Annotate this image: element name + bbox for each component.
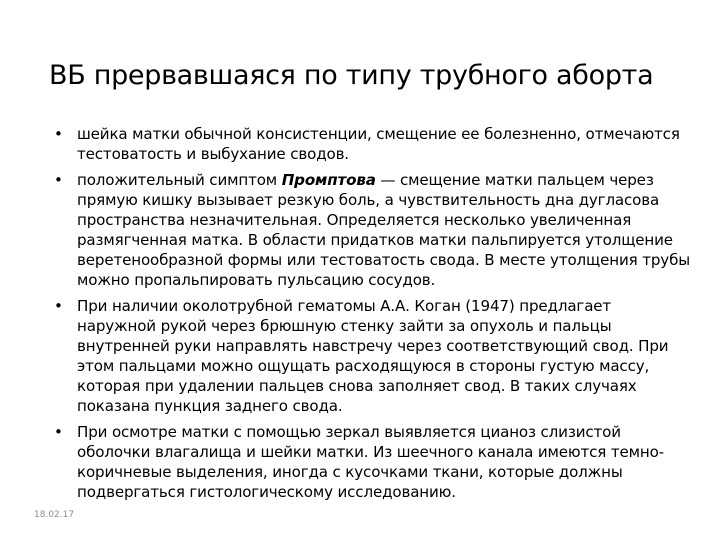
bullet-text-pre: положительный симптом <box>77 171 282 189</box>
bullet-item-1 <box>54 124 694 164</box>
bullet-emphasis-term: Промптова <box>281 171 376 189</box>
bullet-marker: • <box>54 423 63 441</box>
bullet-text-post: — смещение матки пальцем через прямую кишку вызывает резкую боль, а чувствительность дна дугласова пространства незначительная. Определяется несколько увеличенная размягченная матка. В области придатков матки пальпируется утолщение веретенообразной формы или тестоватость свода. В месте утолщения трубы можно пропальпировать пульсацию сосудов. <box>77 171 690 289</box>
bullet-marker: • <box>54 171 63 189</box>
bullet-list <box>54 124 694 508</box>
bullet-marker: • <box>54 125 63 143</box>
bullet-item-3 <box>54 296 694 416</box>
slide-title: ВБ прервавшаяся по типу трубного аборта <box>49 60 654 91</box>
bullet-text: При осмотре матки с помощью зеркал выявляется цианоз слизистой оболочки влагалища и шейки матки. Из шеечного канала имеются темно-коричневые выделения, иногда с кусочками ткани, которые должны подвергаться гистологическому исследованию. <box>77 423 664 501</box>
bullet-text: При наличии околотрубной гематомы А.А. Коган (1947) предлагает наружной рукой через брюшную стенку зайти за опухоль и пальцы внутренней руки направлять навстречу через соответствующий свод. При этом пальцами можно ощущать расходящуюся в стороны густую массу, которая при удалении пальцев снова заполняет свод. В таких случаях показана пункция заднего свода. <box>77 297 669 415</box>
bullet-item-2 <box>54 170 694 290</box>
slide-date: 18.02.17 <box>34 510 75 520</box>
bullet-marker: • <box>54 297 63 315</box>
bullet-item-4 <box>54 422 694 502</box>
bullet-text: шейка матки обычной консистенции, смещение ее болезненно, отмечаются тестоватость и выбухание сводов. <box>77 125 680 163</box>
